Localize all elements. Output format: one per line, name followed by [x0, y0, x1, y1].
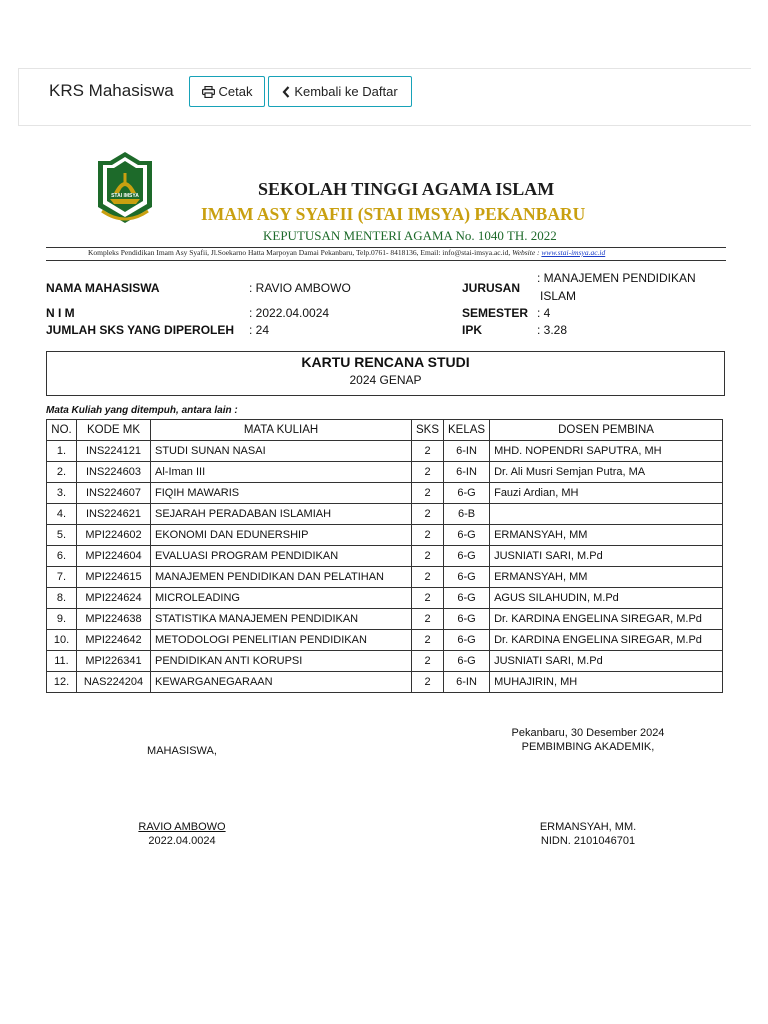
row-class: 6-IN	[444, 441, 490, 462]
print-button[interactable]	[189, 76, 265, 107]
table-row	[47, 672, 723, 693]
row-course: FIQIH MAWARIS	[151, 483, 412, 504]
row-course: SEJARAH PERADABAN ISLAMIAH	[151, 504, 412, 525]
row-class: 6-G	[444, 546, 490, 567]
col-lecturer: DOSEN PEMBINA	[490, 420, 723, 441]
row-class: 6-G	[444, 630, 490, 651]
row-course: PENDIDIKAN ANTI KORUPSI	[151, 651, 412, 672]
chevron-left-icon	[282, 86, 290, 98]
row-no: 6.	[47, 546, 77, 567]
row-class: 6-G	[444, 588, 490, 609]
row-class: 6-G	[444, 567, 490, 588]
course-table-header	[47, 420, 723, 441]
row-code: MPI224642	[77, 630, 151, 651]
krs-heading-box	[46, 351, 725, 396]
row-class: 6-IN	[444, 462, 490, 483]
advisor-nidn: NIDN. 2101046701	[540, 835, 636, 847]
table-row	[47, 441, 723, 462]
table-row	[47, 462, 723, 483]
row-no: 3.	[47, 483, 77, 504]
row-code: MPI226341	[77, 651, 151, 672]
row-class: 6-IN	[444, 672, 490, 693]
row-lecturer: JUSNIATI SARI, M.Pd	[490, 651, 723, 672]
row-no: 9.	[47, 609, 77, 630]
letterhead	[46, 145, 726, 248]
print-button-label: Cetak	[218, 84, 253, 99]
sks-value: : 24	[249, 323, 270, 337]
page-title: KRS Mahasiswa	[49, 81, 174, 100]
table-row	[47, 483, 723, 504]
row-class: 6-G	[444, 609, 490, 630]
row-no: 11.	[47, 651, 77, 672]
major-label: JURUSAN	[462, 281, 521, 295]
row-lecturer	[490, 504, 723, 525]
student-sign-name: RAVIO AMBOWO	[138, 821, 226, 833]
student-name-label: NAMA MAHASISWA	[46, 281, 160, 295]
ipk-value: : 3.28	[537, 323, 568, 337]
place-date: Pekanbaru, 30 Desember 2024	[511, 727, 665, 739]
row-course: STUDI SUNAN NASAI	[151, 441, 412, 462]
row-sks: 2	[412, 525, 444, 546]
table-row	[47, 546, 723, 567]
ministry-decree: KEPUTUSAN MENTERI AGAMA No. 1040 TH. 2022	[263, 228, 557, 243]
row-no: 4.	[47, 504, 77, 525]
row-lecturer: Dr. KARDINA ENGELINA SIREGAR, M.Pd	[490, 609, 723, 630]
nim-label: N I M	[46, 306, 75, 320]
major-value-cont: ISLAM	[540, 289, 577, 303]
row-sks: 2	[412, 609, 444, 630]
back-button-label: Kembali ke Daftar	[294, 84, 398, 99]
row-lecturer: ERMANSYAH, MM	[490, 567, 723, 588]
student-name: : RAVIO AMBOWO	[249, 281, 351, 295]
col-class: KELAS	[444, 420, 490, 441]
row-lecturer: JUSNIATI SARI, M.Pd	[490, 546, 723, 567]
institution-address: Kompleks Pendidikan Imam Asy Syafii, Jl.Soekarno Hatta Marpoyan Damai Pekanbaru, Telp.0761- 8418136, Email: info@stai-imsya.ac.id, Website : www.stai-imsya.ac.id	[88, 248, 606, 257]
back-to-list-button[interactable]	[268, 76, 412, 107]
table-row	[47, 651, 723, 672]
table-row	[47, 504, 723, 525]
student-sign-nim: 2022.04.0024	[148, 835, 216, 847]
semester-value: : 4	[537, 306, 551, 320]
row-class: 6-G	[444, 525, 490, 546]
row-course: EVALUASI PROGRAM PENDIDIKAN	[151, 546, 412, 567]
row-lecturer: Dr. Ali Musri Semjan Putra, MA	[490, 462, 723, 483]
sks-label: JUMLAH SKS YANG DIPEROLEH	[46, 323, 235, 337]
row-class: 6-G	[444, 651, 490, 672]
col-course: MATA KULIAH	[151, 420, 412, 441]
row-course: Al-Iman III	[151, 462, 412, 483]
course-table	[46, 419, 723, 693]
printer-icon	[202, 86, 215, 98]
row-no: 2.	[47, 462, 77, 483]
advisor-signature	[488, 727, 688, 847]
row-lecturer: AGUS SILAHUDIN, M.Pd	[490, 588, 723, 609]
campus-logo	[90, 149, 160, 231]
row-course: STATISTIKA MANAJEMEN PENDIDIKAN	[151, 609, 412, 630]
row-code: NAS224204	[77, 672, 151, 693]
row-lecturer: MUHAJIRIN, MH	[490, 672, 723, 693]
col-sks: SKS	[412, 420, 444, 441]
row-lecturer: Fauzi Ardian, MH	[490, 483, 723, 504]
institution-name: SEKOLAH TINGGI AGAMA ISLAM	[258, 179, 555, 199]
row-code: MPI224638	[77, 609, 151, 630]
table-row	[47, 630, 723, 651]
row-code: INS224621	[77, 504, 151, 525]
row-sks: 2	[412, 567, 444, 588]
course-caption: Mata Kuliah yang ditempuh, antara lain :	[46, 405, 238, 416]
row-no: 12.	[47, 672, 77, 693]
row-no: 5.	[47, 525, 77, 546]
row-code: MPI224602	[77, 525, 151, 546]
row-course: KEWARGANEGARAAN	[151, 672, 412, 693]
row-class: 6-G	[444, 483, 490, 504]
row-no: 7.	[47, 567, 77, 588]
row-sks: 2	[412, 630, 444, 651]
krs-title: KARTU RENCANA STUDI	[301, 354, 470, 370]
nim-value: : 2022.04.0024	[249, 306, 330, 320]
row-code: INS224603	[77, 462, 151, 483]
row-sks: 2	[412, 651, 444, 672]
student-signature	[106, 745, 258, 847]
row-sks: 2	[412, 504, 444, 525]
table-row	[47, 588, 723, 609]
row-course: METODOLOGI PENELITIAN PENDIDIKAN	[151, 630, 412, 651]
col-no: NO.	[47, 420, 77, 441]
student-role: MAHASISWA,	[147, 745, 217, 757]
krs-document	[46, 145, 726, 847]
row-sks: 2	[412, 546, 444, 567]
svg-text:STAI IMSYA: STAI IMSYA	[111, 193, 139, 199]
semester-label: SEMESTER	[462, 306, 529, 320]
row-course: MICROLEADING	[151, 588, 412, 609]
row-sks: 2	[412, 483, 444, 504]
row-no: 10.	[47, 630, 77, 651]
row-code: MPI224615	[77, 567, 151, 588]
row-lecturer: ERMANSYAH, MM	[490, 525, 723, 546]
row-code: INS224121	[77, 441, 151, 462]
row-class: 6-B	[444, 504, 490, 525]
row-sks: 2	[412, 441, 444, 462]
page-header-bar	[18, 68, 751, 126]
row-sks: 2	[412, 588, 444, 609]
table-row	[47, 609, 723, 630]
row-code: INS224607	[77, 483, 151, 504]
row-course: MANAJEMEN PENDIDIKAN DAN PELATIHAN	[151, 567, 412, 588]
row-lecturer: MHD. NOPENDRI SAPUTRA, MH	[490, 441, 723, 462]
row-no: 8.	[47, 588, 77, 609]
website-link[interactable]: www.stai-imsya.ac.id	[541, 248, 606, 257]
col-kode: KODE MK	[77, 420, 151, 441]
advisor-name: ERMANSYAH, MM.	[539, 821, 637, 833]
row-course: EKONOMI DAN EDUNERSHIP	[151, 525, 412, 546]
row-code: MPI224604	[77, 546, 151, 567]
advisor-role: PEMBIMBING AKADEMIK,	[521, 741, 655, 753]
krs-period: 2024 GENAP	[349, 373, 422, 387]
row-code: MPI224624	[77, 588, 151, 609]
ipk-label: IPK	[462, 323, 483, 337]
row-sks: 2	[412, 462, 444, 483]
letterhead-divider	[46, 260, 726, 261]
row-no: 1.	[47, 441, 77, 462]
row-lecturer: Dr. KARDINA ENGELINA SIREGAR, M.Pd	[490, 630, 723, 651]
table-row	[47, 567, 723, 588]
institution-subname: IMAM ASY SYAFII (STAI IMSYA) PEKANBARU	[201, 204, 586, 224]
row-sks: 2	[412, 672, 444, 693]
major-value: : MANAJEMEN PENDIDIKAN	[537, 271, 696, 285]
table-row	[47, 525, 723, 546]
